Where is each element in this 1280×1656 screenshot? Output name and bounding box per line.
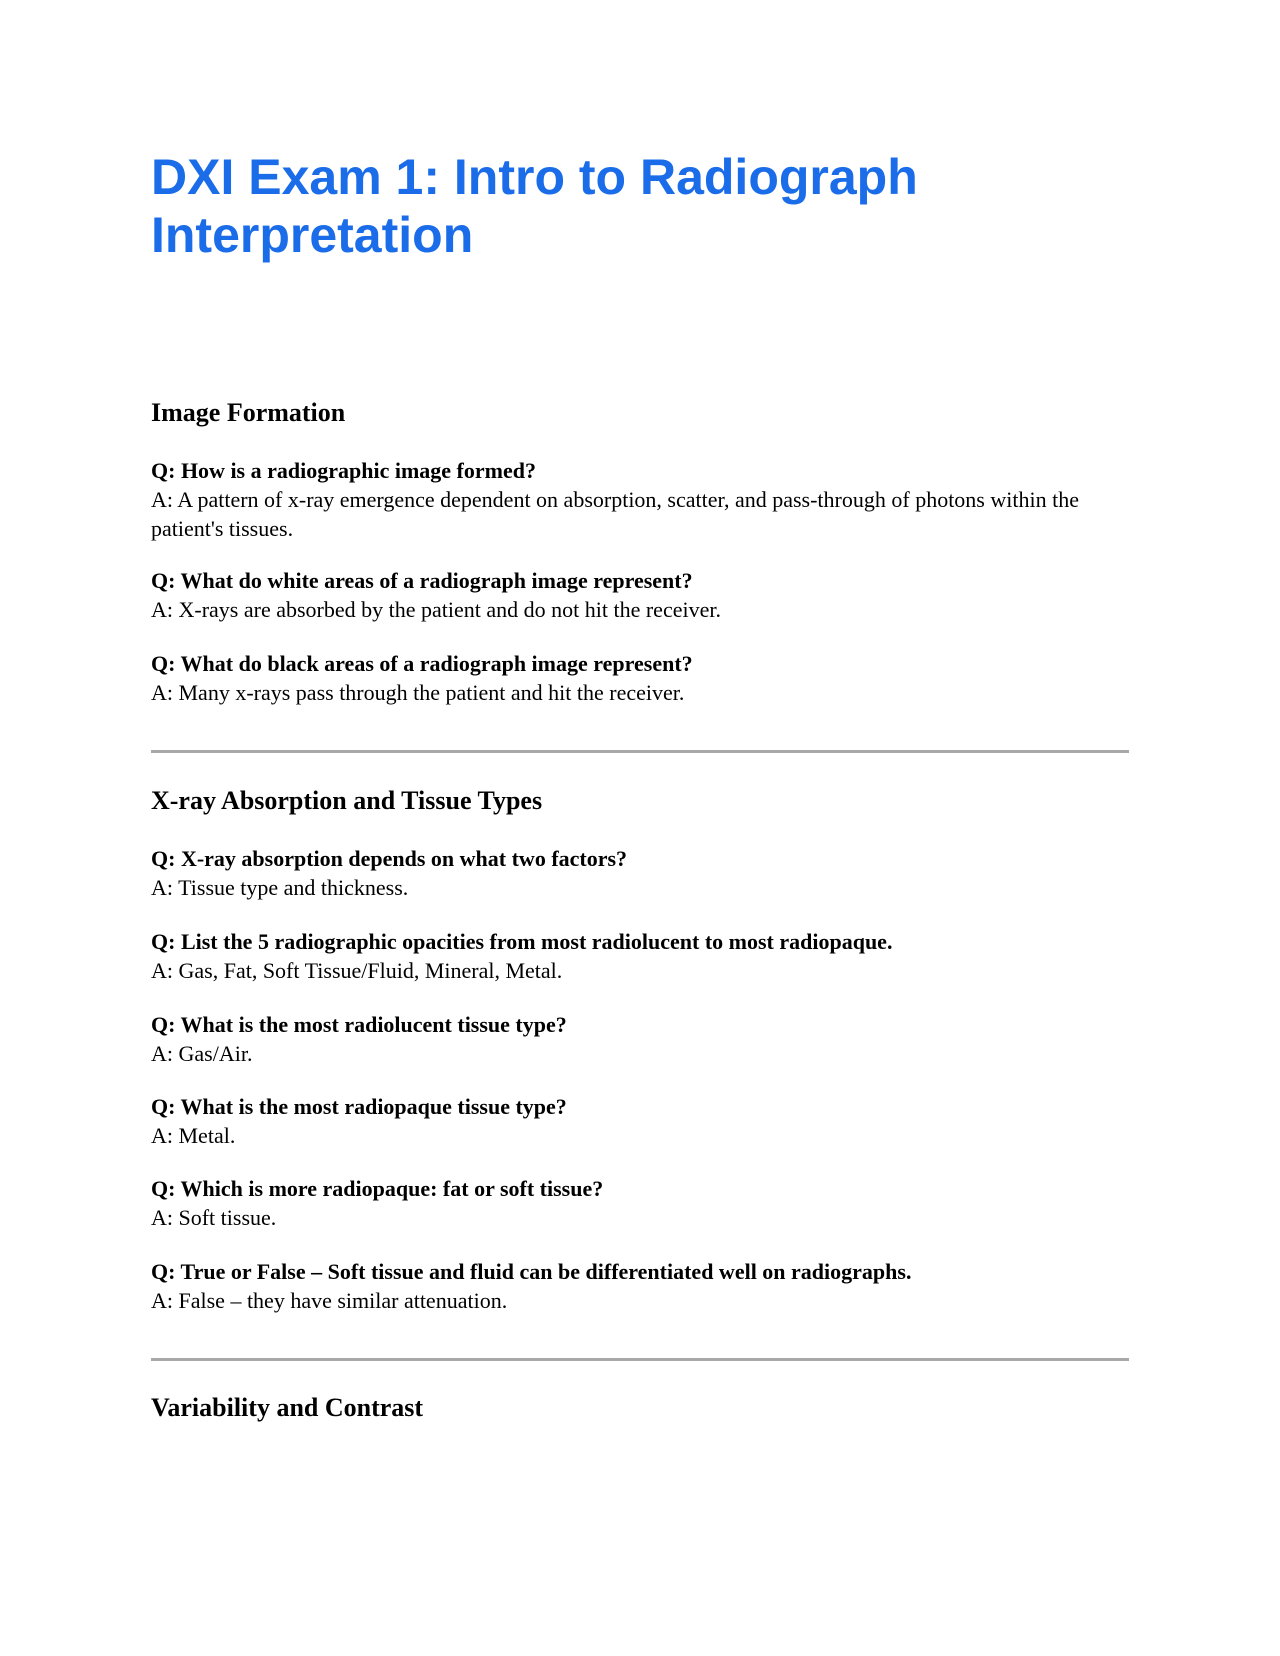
qa-item bbox=[151, 844, 1129, 902]
qa-item bbox=[151, 566, 1129, 624]
question: Q: How is a radiographic image formed? bbox=[151, 458, 536, 483]
section-heading-xray-absorption: X-ray Absorption and Tissue Types bbox=[151, 786, 543, 815]
document-title: DXI Exam 1: Intro to Radiograph Interpretation bbox=[151, 149, 918, 263]
answer: A: Gas/Air. bbox=[151, 1041, 253, 1066]
answer: A: Tissue type and thickness. bbox=[151, 875, 409, 900]
section-heading-variability-contrast: Variability and Contrast bbox=[151, 1393, 424, 1422]
question: Q: What is the most radiopaque tissue type? bbox=[151, 1094, 567, 1119]
qa-item bbox=[151, 1010, 1129, 1068]
answer: A: Soft tissue. bbox=[151, 1205, 277, 1230]
question: Q: List the 5 radiographic opacities from most radiolucent to most radiopaque. bbox=[151, 929, 893, 954]
question: Q: What is the most radiolucent tissue type? bbox=[151, 1012, 567, 1037]
question: Q: What do white areas of a radiograph image represent? bbox=[151, 568, 693, 593]
qa-item bbox=[151, 1257, 1129, 1315]
question: Q: True or False – Soft tissue and fluid can be differentiated well on radiographs. bbox=[151, 1259, 912, 1284]
answer: A: A pattern of x-ray emergence dependent on absorption, scatter, and pass-through of photons within the patient's tissues. bbox=[151, 487, 1079, 541]
qa-item bbox=[151, 1174, 1129, 1232]
question: Q: X-ray absorption depends on what two factors? bbox=[151, 846, 628, 871]
answer: A: Metal. bbox=[151, 1123, 236, 1148]
answer: A: X-rays are absorbed by the patient and do not hit the receiver. bbox=[151, 597, 721, 622]
qa-item bbox=[151, 649, 1129, 707]
section-divider bbox=[151, 750, 1129, 753]
answer: A: False – they have similar attenuation. bbox=[151, 1288, 508, 1313]
section-heading-image-formation: Image Formation bbox=[151, 398, 346, 427]
answer: A: Many x-rays pass through the patient and hit the receiver. bbox=[151, 680, 685, 705]
qa-item bbox=[151, 927, 1129, 985]
question: Q: Which is more radiopaque: fat or soft tissue? bbox=[151, 1176, 604, 1201]
qa-item bbox=[151, 1092, 1129, 1150]
qa-item bbox=[151, 456, 1129, 543]
answer: A: Gas, Fat, Soft Tissue/Fluid, Mineral, Metal. bbox=[151, 958, 563, 983]
section-divider bbox=[151, 1358, 1129, 1361]
question: Q: What do black areas of a radiograph image represent? bbox=[151, 651, 693, 676]
